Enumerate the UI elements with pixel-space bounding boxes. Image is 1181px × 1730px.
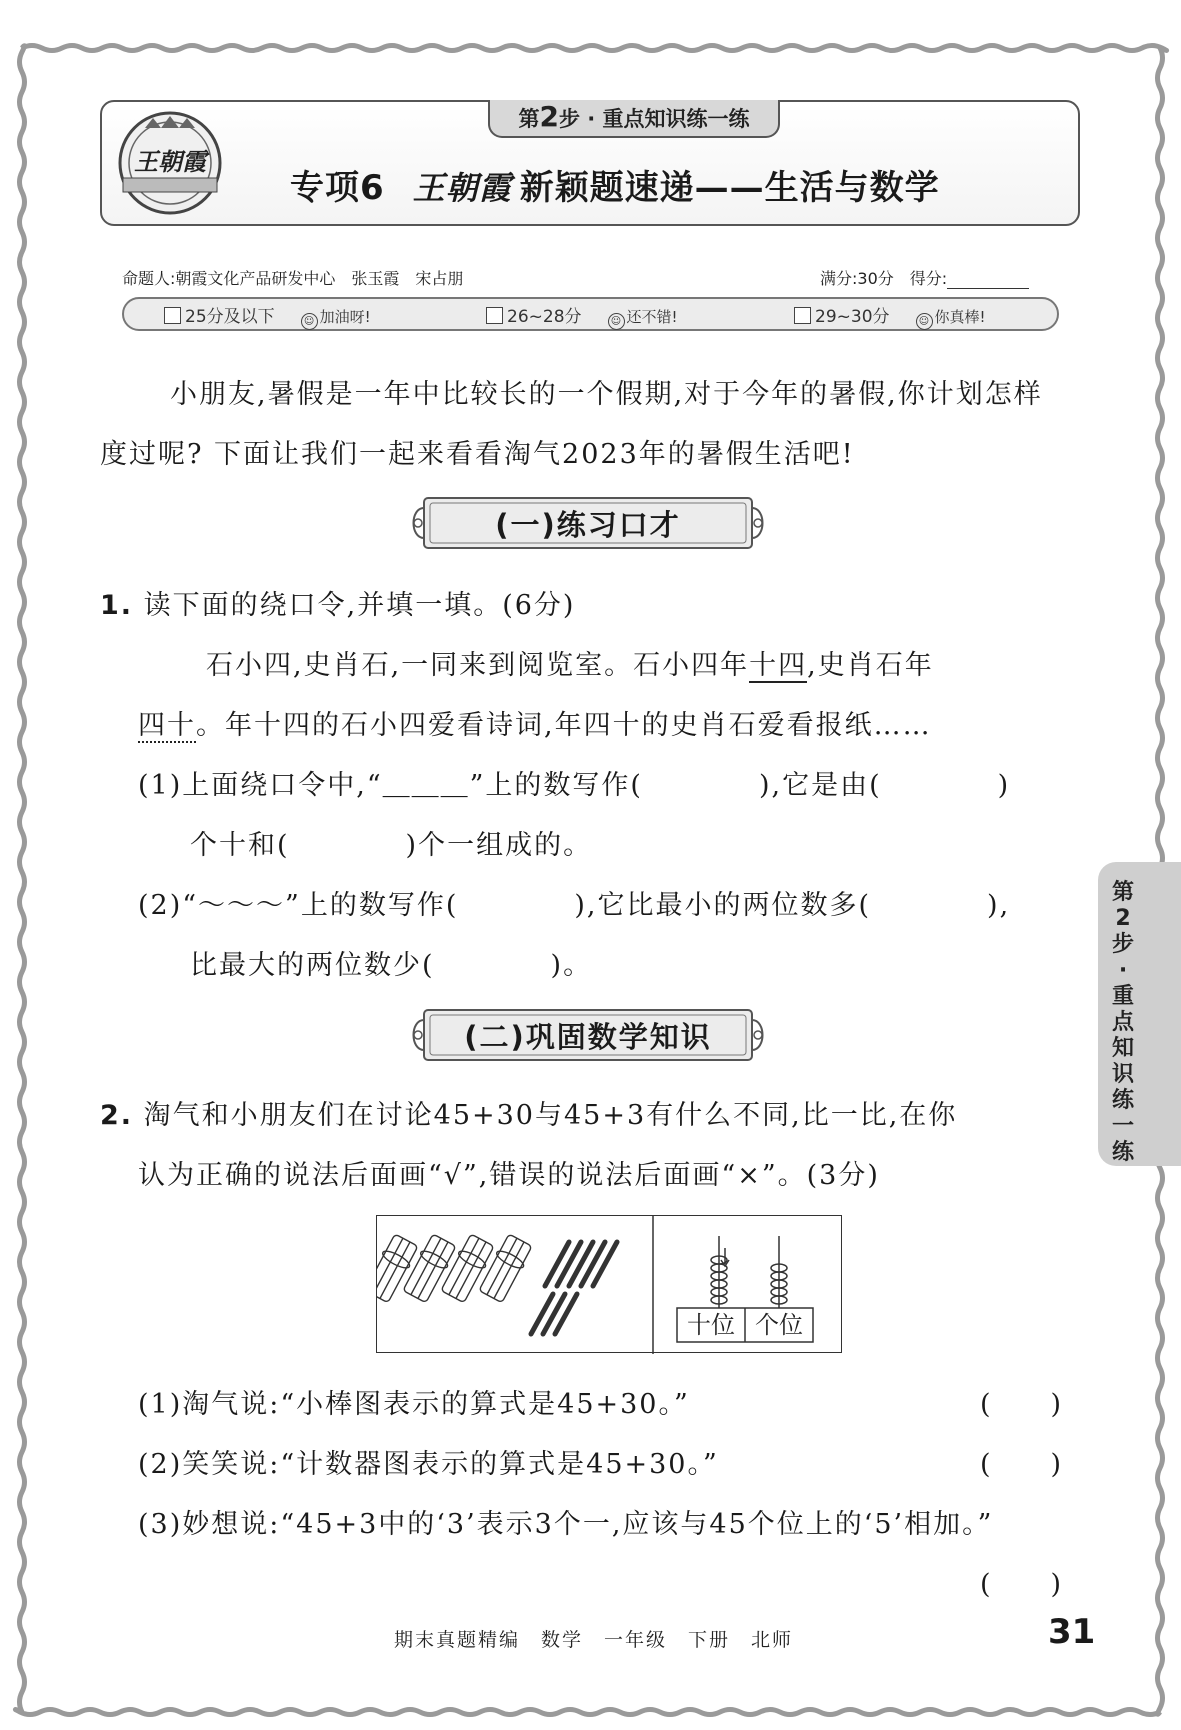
- poem-line: 四十。年十四的石小四爱看诗词,年四十的史肖石爱看报纸……: [138, 710, 932, 741]
- page-number: 31: [1048, 1612, 1096, 1652]
- q1-sub1[interactable]: (1)上面绕口令中,“＿＿＿”上的数写作( ),它是由( ): [138, 770, 1011, 801]
- question-2-stem: 2. 淘气和小朋友们在讨论45+30与45+3有什么不同,比一比,在你: [100, 1100, 958, 1131]
- face-icon: ☺: [608, 313, 625, 330]
- single-sticks: [531, 1242, 617, 1334]
- q1-sub2-cont[interactable]: 比最大的两位数少( )。: [190, 950, 593, 981]
- step-tab: 第2步 · 重点知识练一练: [488, 100, 780, 138]
- score-blank[interactable]: [947, 272, 1029, 289]
- figure-box: [376, 1215, 842, 1353]
- q1-sub2[interactable]: (2)“～～～”上的数写作( ),它比最小的两位数多( ),: [138, 890, 1011, 921]
- face-icon: ☺: [916, 313, 933, 330]
- q2-sub3: (3)妙想说:“45+3中的‘3’表示3个一,应该与45个位上的‘5’相加。”: [138, 1509, 994, 1540]
- rating-item: 25分及以下 ☺ 加油呀!: [164, 302, 371, 330]
- title-brand: 王朝霞: [412, 169, 512, 207]
- rating-item: 29~30分 ☺ 你真棒!: [794, 302, 986, 330]
- q2-sub2: (2)笑笑说:“计数器图表示的算式是45+30。”: [138, 1449, 719, 1480]
- underlined-number: 十四: [749, 650, 808, 681]
- tens-label: 十位: [687, 1311, 735, 1339]
- face-icon: ☺: [301, 313, 318, 330]
- stick-bundles: [377, 1233, 534, 1304]
- answer-paren[interactable]: ( ): [980, 1569, 1064, 1600]
- question-2-stem-cont: 认为正确的说法后面画“√”,错误的说法后面画“×”。(3分): [138, 1160, 880, 1191]
- rating-bar: [122, 297, 1059, 331]
- footer-text: 期末真题精编 数学 一年级 下册 北师: [394, 1629, 794, 1651]
- poem-line: 石小四,史肖石,一同来到阅览室。石小四年十四,史肖石年: [206, 650, 934, 681]
- rating-item: 26~28分 ☺ 还不错!: [486, 302, 678, 330]
- author-line: 命题人:朝霞文化产品研发中心 张玉霞 宋占朋: [122, 269, 464, 288]
- intro-line: 小朋友,暑假是一年中比较长的一个假期,对于今年的暑假,你计划怎样: [170, 379, 1043, 410]
- intro-line: 度过呢? 下面让我们一起来看看淘气2023年的暑假生活吧!: [100, 439, 855, 470]
- question-1-stem: 1. 读下面的绕口令,并填一填。(6分): [100, 590, 576, 621]
- section-title: (二)巩固数学知识: [464, 1020, 712, 1054]
- checkbox-icon[interactable]: [164, 307, 181, 324]
- q1-sub1-cont[interactable]: 个十和( )个一组成的。: [190, 830, 593, 861]
- answer-paren[interactable]: ( ): [980, 1389, 1064, 1420]
- figure-drawing: [377, 1216, 843, 1354]
- wavy-underlined-number: 四十: [138, 710, 196, 741]
- ones-label: 个位: [755, 1311, 803, 1339]
- answer-paren[interactable]: ( ): [980, 1449, 1064, 1480]
- section-title: (一)练习口才: [495, 508, 681, 542]
- q2-sub1: (1)淘气说:“小棒图表示的算式是45+30。”: [138, 1389, 690, 1420]
- side-tab-label: 第2步·重点知识练一练: [1111, 880, 1134, 1165]
- brand-logo: [115, 108, 225, 218]
- checkbox-icon[interactable]: [794, 307, 811, 324]
- svg-text:王朝霞: 王朝霞: [134, 147, 206, 176]
- checkbox-icon[interactable]: [486, 307, 503, 324]
- score-line: 满分:30分 得分:: [820, 266, 1029, 289]
- page-title: 专项6 王朝霞 新颖题速递——生活与数学: [290, 168, 940, 208]
